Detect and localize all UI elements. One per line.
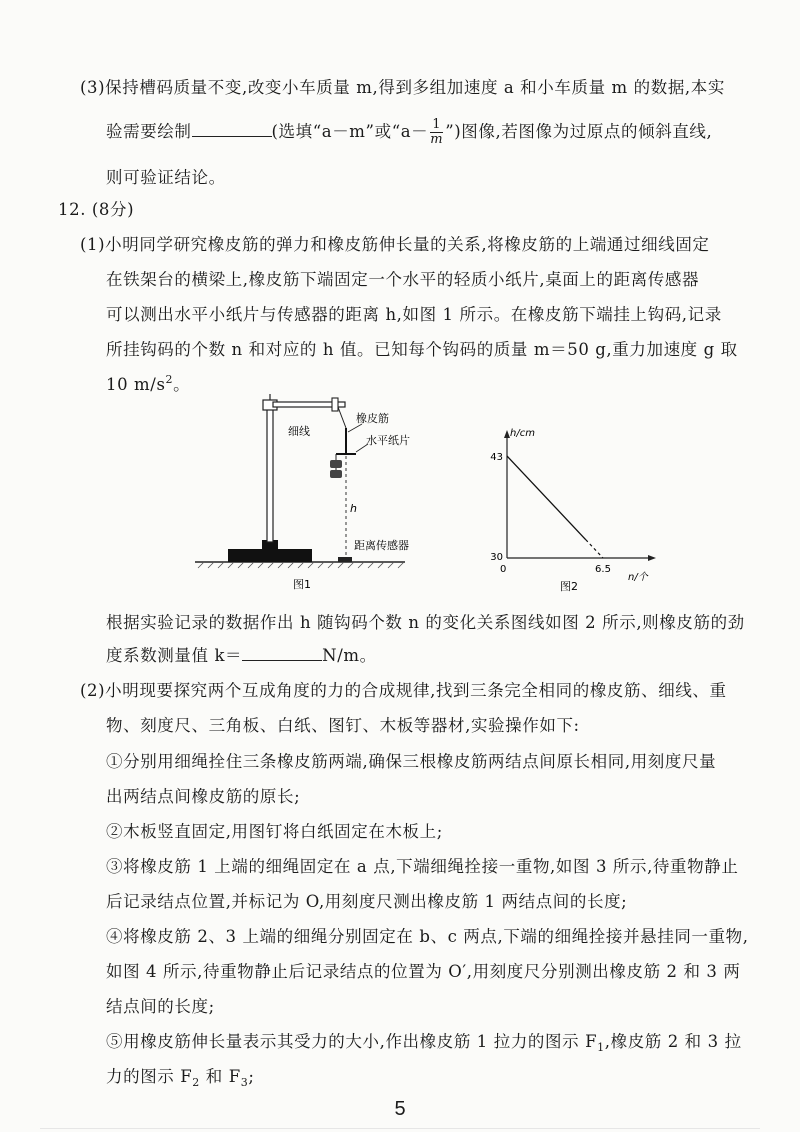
q11-3-line2 (106, 118, 712, 147)
step5b-sub-2: 2 (192, 1076, 200, 1089)
q11-3-line1: (3)保持槽码质量不变,改变小车质量 m,得到多组加速度 a 和小车质量 m 的数据,本实 (80, 78, 725, 97)
q11-3-line2c: ”)图像,若图像为过原点的倾斜直线, (445, 122, 713, 141)
fraction-denominator: m (430, 132, 444, 147)
q12-p1b-line2 (106, 642, 377, 666)
x-axis-arrow (648, 555, 656, 561)
thread-line (338, 407, 346, 428)
q12-p2-step4c: 结点间的长度; (106, 997, 215, 1016)
label-rubber-band: 橡皮筋 (356, 412, 389, 425)
label-thread: 细线 (288, 425, 310, 438)
y-tick-30: 30 (490, 552, 503, 563)
step5b-text-b: 和 F (199, 1067, 241, 1086)
q12-p2-step2: ②木板竖直固定,用图钉将白纸固定在木板上; (106, 822, 443, 841)
fraction-1-over-m (430, 118, 443, 147)
q12-p1-line5a: 10 m/s (106, 375, 166, 394)
figure-1-caption: 图1 (293, 578, 311, 591)
q12-p1-line1: (1)小明同学研究橡皮筋的弹力和橡皮筋伸长量的关系,将橡皮筋的上端通过细线固定 (80, 235, 710, 254)
q12-p2-line1: (2)小明现要探究两个互成角度的力的合成规律,找到三条完全相同的橡皮筋、细线、重 (80, 681, 727, 700)
q12-p2-step5a (106, 1028, 742, 1054)
answer-blank-graph[interactable] (192, 122, 272, 137)
q11-3-line3: 则可验证结论。 (106, 168, 226, 187)
figure-1-apparatus (190, 392, 420, 602)
q12-p1b-line2b: N/m。 (322, 646, 377, 665)
page-number: 5 (394, 1098, 406, 1120)
x-tick-6-5: 6.5 (595, 564, 611, 575)
q12-header: 12. (8分) (58, 200, 135, 219)
ground-hatch (198, 562, 404, 568)
q12-p2-step3b: 后记录结点位置,并标记为 O,用刻度尺测出橡皮筋 1 两结点间的长度; (106, 892, 628, 911)
q12-p2-step1a: ①分别用细绳拴住三条橡皮筋两端,确保三根橡皮筋两结点间原长相同,用刻度尺量 (106, 752, 717, 771)
q12-p1-line4: 所挂钩码的个数 n 和对应的 h 值。已知每个钩码的质量 m＝50 g,重力加速度 g 取 (106, 340, 738, 359)
q12-p2-step4a: ④将橡皮筋 2、3 上端的细绳分别固定在 b、c 两点,下端的细绳拴接并悬挂同一重物, (106, 927, 749, 946)
q12-p2-step4b: 如图 4 所示,待重物静止后记录结点的位置为 O′,用刻度尺分别测出橡皮筋 2 和 3 两 (106, 962, 741, 981)
q12-p2-step1b: 出两结点间橡皮筋的原长; (106, 787, 301, 806)
stand-pole (267, 402, 273, 542)
footer-divider (40, 1128, 760, 1129)
q12-p2-step3a: ③将橡皮筋 1 上端的细绳固定在 a 点,下端细绳拴接一重物,如图 3 所示,待重物静止 (106, 857, 739, 876)
label-sensor: 距离传感器 (354, 539, 409, 552)
q12-p1b-line1: 根据实验记录的数据作出 h 随钩码个数 n 的变化关系图线如图 2 所示,则橡皮筋的劲 (106, 613, 745, 632)
q11-3-line2b: (选填“a－m”或“a－ (271, 122, 429, 141)
y-tick-43: 43 (490, 452, 503, 463)
q11-3-line2a: 验需要绘制 (106, 122, 192, 141)
step5-text-a: ⑤用橡皮筋伸长量表示其受力的大小,作出橡皮筋 1 拉力的图示 F (106, 1032, 598, 1051)
stand-base (228, 549, 312, 562)
origin-label: 0 (500, 564, 507, 575)
q12-p1-line5-sup: 2 (165, 373, 174, 386)
step5b-sub-3: 3 (240, 1076, 249, 1089)
series-line-solid (507, 456, 586, 540)
step5-sub-1: 1 (597, 1041, 605, 1054)
step5b-text-c: ; (248, 1067, 255, 1086)
q12-p1-line3: 可以测出水平小纸片与传感器的距离 h,如图 1 所示。在橡皮筋下端挂上钩码,记录 (106, 305, 722, 324)
hook-weights (330, 454, 342, 478)
distance-sensor (338, 557, 352, 562)
q12-p1-line2: 在铁架台的横梁上,橡皮筋下端固定一个水平的轻质小纸片,桌面上的距离传感器 (106, 270, 700, 289)
step5-text-b: ,橡皮筋 2 和 3 拉 (604, 1032, 742, 1051)
step5b-text-a: 力的图示 F (106, 1067, 193, 1086)
q12-p2-line2: 物、刻度尺、三角板、白纸、图钉、木板等器材,实验操作如下: (106, 716, 580, 735)
series-line-dashed (586, 540, 603, 558)
y-axis-label: h/cm (510, 428, 535, 439)
fraction-numerator: 1 (430, 118, 443, 133)
q12-p2-step5b (106, 1063, 255, 1089)
q12-p1-line5 (106, 371, 190, 395)
answer-blank-k[interactable] (242, 646, 322, 661)
figure-2-chart (478, 420, 668, 598)
x-axis-label: n/个 (628, 572, 648, 583)
figure-2-caption: 图2 (560, 580, 578, 593)
q12-p1-line5b: 。 (173, 375, 191, 394)
label-paper: 水平纸片 (366, 434, 410, 447)
q12-p1b-line2a: 度系数测量值 k＝ (106, 646, 243, 665)
label-h: h (350, 502, 357, 515)
